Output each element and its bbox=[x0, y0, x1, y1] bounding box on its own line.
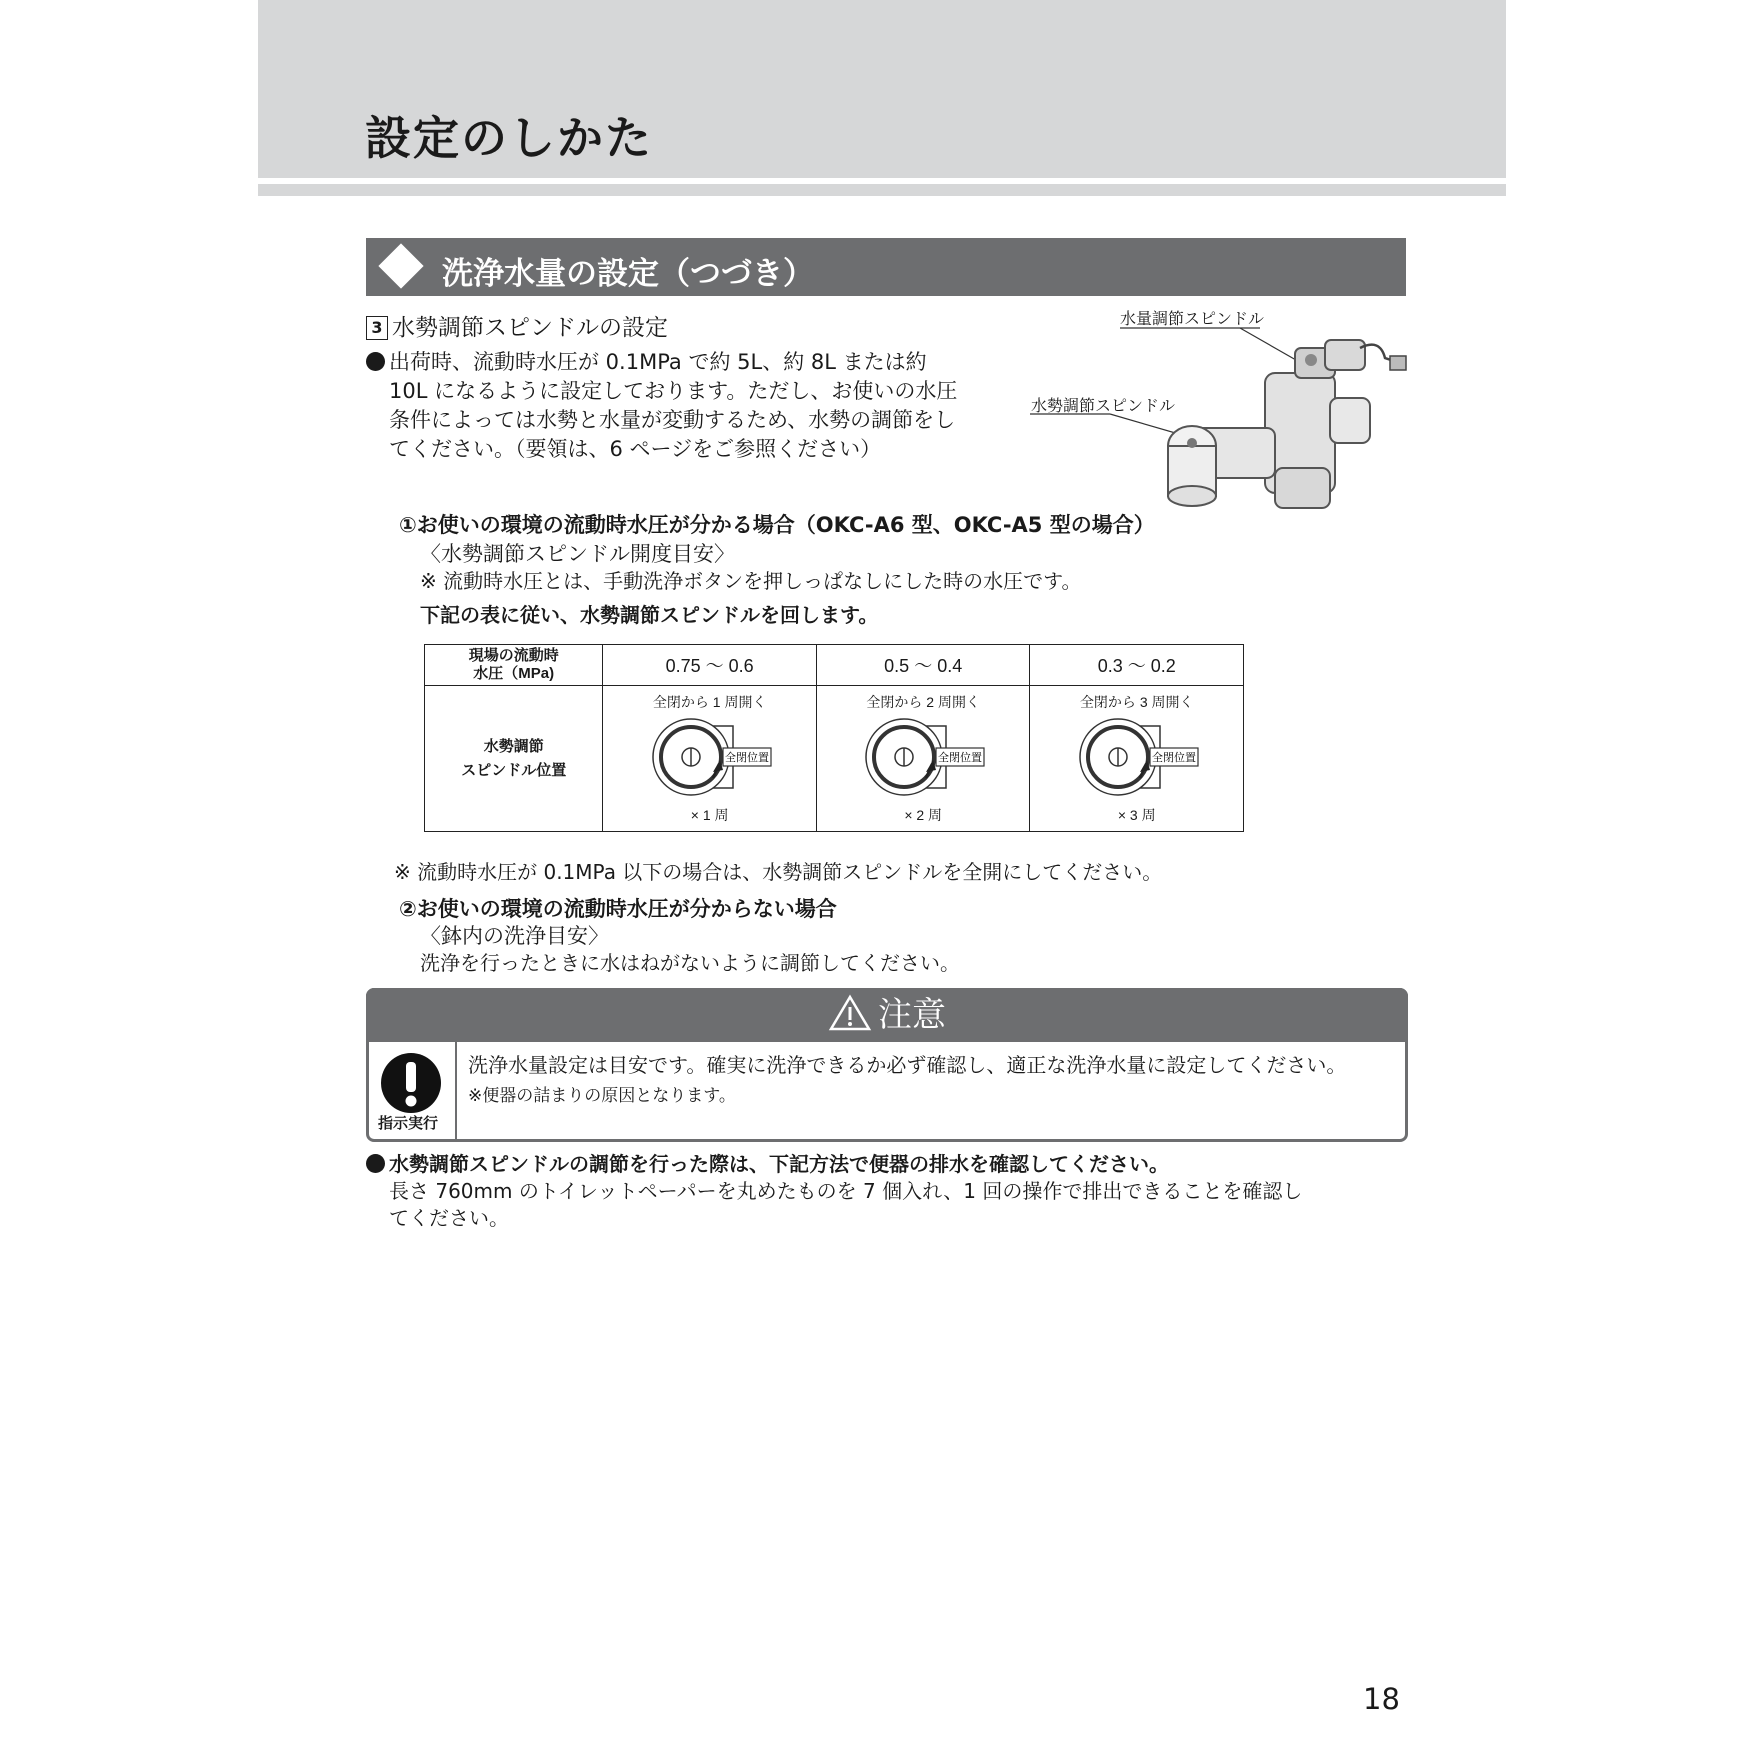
final-heading: 水勢調節スピンドルの調節を行った際は、下記方法で便器の排水を確認してください。 bbox=[389, 1152, 1169, 1176]
figure-label-pressure-spindle: 水勢調節スピンドル bbox=[1031, 396, 1176, 415]
subsection-number: 3 bbox=[366, 316, 388, 340]
subsection-title: 水勢調節スピンドルの設定 bbox=[392, 315, 668, 341]
intro-line: てください。（要領は、6 ページをご参照ください） bbox=[389, 437, 882, 461]
case1-instruction: 下記の表に従い、水勢調節スピンドルを回します。 bbox=[420, 603, 879, 627]
intro-line: 10L になるように設定しております。ただし、お使いの水圧 bbox=[389, 379, 958, 403]
intro-line: 出荷時、流動時水圧が 0.1MPa で約 5L、約 8L または約 bbox=[389, 350, 927, 374]
svg-text:全閉位置: 全閉位置 bbox=[1151, 751, 1196, 764]
pressure-range-3: 0.3 ～ 0.2 bbox=[1030, 645, 1244, 686]
final-line: てください。 bbox=[389, 1206, 509, 1230]
exclamation-icon bbox=[380, 1052, 442, 1114]
intro-line: 条件によっては水勢と水量が変動するため、水勢の調節をし bbox=[389, 408, 956, 432]
subsection-heading bbox=[366, 309, 668, 342]
figure-label-flow-spindle: 水量調節スピンドル bbox=[1120, 309, 1265, 328]
spindle-dial-icon bbox=[848, 712, 998, 800]
turn-count: × 1 周 bbox=[690, 807, 729, 823]
spindle-caption: 全閉から 1 周開く bbox=[652, 694, 767, 710]
pressure-range-1: 0.75 ～ 0.6 bbox=[603, 645, 817, 686]
turn-count: × 2 周 bbox=[904, 807, 943, 823]
bullet-icon bbox=[366, 352, 385, 371]
svg-text:全閉位置: 全閉位置 bbox=[724, 751, 769, 764]
pressure-table bbox=[424, 644, 1244, 832]
spindle-cell bbox=[1030, 686, 1244, 832]
table-body-row bbox=[425, 686, 1244, 832]
page-title: 設定のしかた bbox=[365, 111, 653, 165]
caution-heading bbox=[366, 988, 1408, 1042]
case2-body: 洗浄を行ったときに水はねがないように調節してください。 bbox=[420, 951, 960, 975]
case1-note: ※ 流動時水圧とは、手動洗浄ボタンを押しっぱなしにした時の水圧です。 bbox=[420, 569, 1082, 593]
turn-count: × 3 周 bbox=[1117, 807, 1156, 823]
case1-heading: ①お使いの環境の流動時水圧が分かる場合（OKC-A6 型、OKC-A5 型の場合） bbox=[399, 513, 1155, 537]
caution-text: 洗浄水量設定は目安です。確実に洗浄できるか必ず確認し、適正な洗浄水量に設定してください。 bbox=[468, 1053, 1347, 1077]
table-note: ※ 流動時水圧が 0.1MPa 以下の場合は、水勢調節スピンドルを全開にしてください。 bbox=[394, 860, 1163, 884]
page-number: 18 bbox=[1363, 1682, 1400, 1716]
caution-icon-label: 指示実行 bbox=[378, 1114, 439, 1132]
header-rule bbox=[258, 184, 1506, 196]
caution-divider bbox=[455, 1042, 457, 1139]
spindle-dial-icon bbox=[635, 712, 785, 800]
svg-text:全閉位置: 全閉位置 bbox=[938, 751, 983, 764]
caution-title: 注意 bbox=[878, 995, 946, 1035]
caution-header bbox=[366, 988, 1408, 1042]
pressure-range-2: 0.5 ～ 0.4 bbox=[816, 645, 1030, 686]
bullet-icon bbox=[366, 1154, 385, 1173]
table-header-row bbox=[425, 645, 1244, 686]
spindle-caption: 全閉から 2 周開く bbox=[866, 694, 980, 710]
spindle-dial-icon bbox=[1062, 712, 1212, 800]
case2-heading: ②お使いの環境の流動時水圧が分からない場合 bbox=[399, 897, 837, 921]
spindle-caption: 全閉から 3 周開く bbox=[1079, 694, 1194, 710]
table-header-label: 現場の流動時 水圧（MPa) bbox=[425, 645, 603, 686]
valve-illustration bbox=[1030, 318, 1410, 518]
section-title: 洗浄水量の設定（つづき） bbox=[442, 256, 814, 292]
final-line: 長さ 760mm のトイレットペーパーを丸めたものを 7 個入れ、1 回の操作で排出できることを確認し bbox=[389, 1179, 1303, 1203]
spindle-cell bbox=[816, 686, 1030, 832]
caution-subtext: ※便器の詰まりの原因となります。 bbox=[468, 1086, 736, 1106]
warning-triangle-icon bbox=[828, 994, 872, 1032]
case1-subheading: 〈水勢調節スピンドル開度目安〉 bbox=[420, 542, 735, 566]
case2-subheading: 〈鉢内の洗浄目安〉 bbox=[420, 924, 609, 948]
spindle-cell bbox=[603, 686, 817, 832]
table-row-label: 水勢調節 スピンドル位置 bbox=[425, 686, 603, 832]
